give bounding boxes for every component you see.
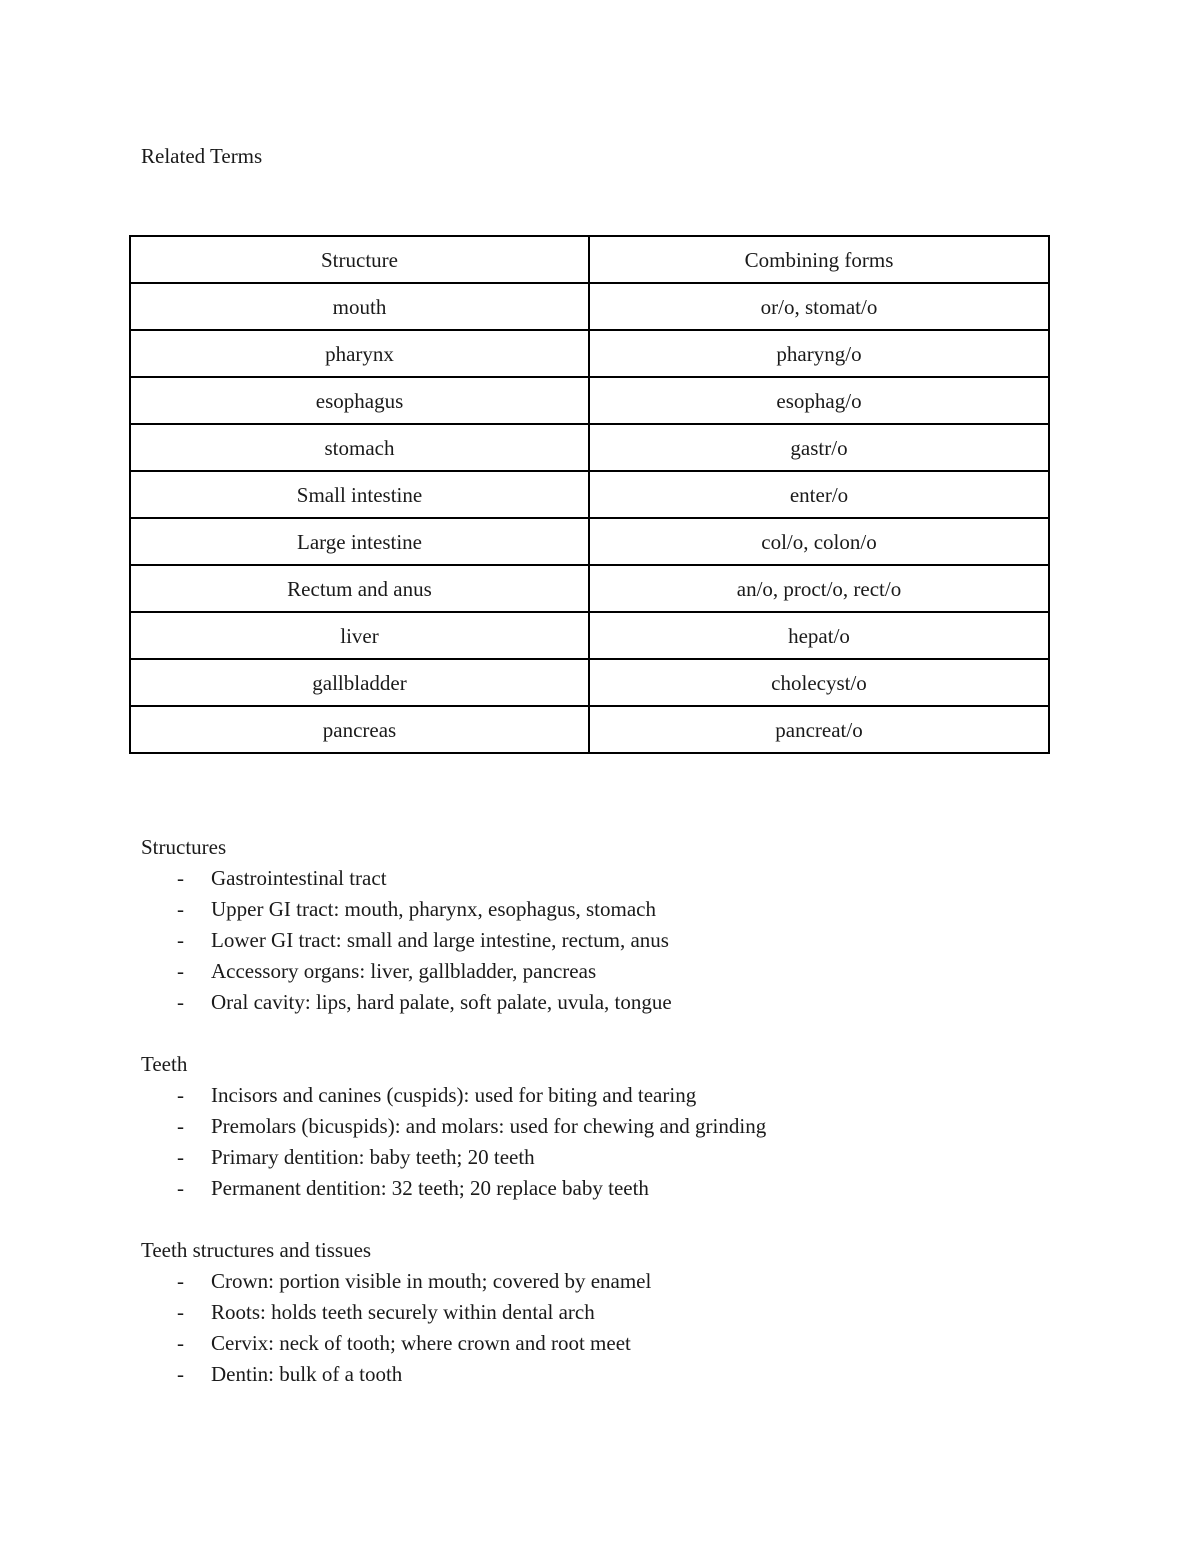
dash-bullet: - bbox=[177, 1176, 184, 1200]
dash-bullet: - bbox=[177, 959, 184, 983]
combining-form-cell: gastr/o bbox=[589, 424, 1049, 471]
list-item bbox=[141, 1297, 651, 1328]
combining-forms-table bbox=[129, 235, 1050, 754]
table-row bbox=[130, 471, 1049, 518]
structure-cell: esophagus bbox=[130, 377, 589, 424]
list-item-text: Lower GI tract: small and large intestine, rectum, anus bbox=[211, 928, 669, 952]
combining-form-cell: esophag/o bbox=[589, 377, 1049, 424]
table-row bbox=[130, 612, 1049, 659]
list-item bbox=[141, 1080, 766, 1111]
combining-form-cell: or/o, stomat/o bbox=[589, 283, 1049, 330]
combining-form-cell: an/o, proct/o, rect/o bbox=[589, 565, 1049, 612]
list-item bbox=[141, 1173, 766, 1204]
list-item-text: Premolars (bicuspids): and molars: used for chewing and grinding bbox=[211, 1114, 767, 1138]
dash-bullet: - bbox=[177, 866, 184, 890]
teeth-list bbox=[141, 1080, 766, 1204]
table-row bbox=[130, 518, 1049, 565]
structures-section bbox=[141, 832, 672, 1018]
list-item-text: Crown: portion visible in mouth; covered by enamel bbox=[211, 1269, 652, 1293]
dash-bullet: - bbox=[177, 1145, 184, 1169]
list-item bbox=[141, 894, 672, 925]
list-item-text: Accessory organs: liver, gallbladder, pancreas bbox=[211, 959, 597, 983]
structure-cell: stomach bbox=[130, 424, 589, 471]
list-item-text: Upper GI tract: mouth, pharynx, esophagus, stomach bbox=[211, 897, 656, 921]
combining-form-cell: hepat/o bbox=[589, 612, 1049, 659]
column-header-combining-forms: Combining forms bbox=[589, 236, 1049, 283]
list-item bbox=[141, 863, 672, 894]
table-header-row bbox=[130, 236, 1049, 283]
dash-bullet: - bbox=[177, 897, 184, 921]
list-item-text: Oral cavity: lips, hard palate, soft palate, uvula, tongue bbox=[211, 990, 672, 1014]
structure-cell: mouth bbox=[130, 283, 589, 330]
table-row bbox=[130, 424, 1049, 471]
dash-bullet: - bbox=[177, 1083, 184, 1107]
list-item bbox=[141, 987, 672, 1018]
table-row bbox=[130, 565, 1049, 612]
table-row bbox=[130, 659, 1049, 706]
structure-cell: Rectum and anus bbox=[130, 565, 589, 612]
list-item-text: Primary dentition: baby teeth; 20 teeth bbox=[211, 1145, 535, 1169]
dash-bullet: - bbox=[177, 1114, 184, 1138]
list-item-text: Dentin: bulk of a tooth bbox=[211, 1362, 403, 1386]
list-item-text: Incisors and canines (cuspids): used for biting and tearing bbox=[211, 1083, 697, 1107]
structure-cell: liver bbox=[130, 612, 589, 659]
table-row bbox=[130, 283, 1049, 330]
section-title-teeth-structures: Teeth structures and tissues bbox=[141, 1238, 372, 1262]
combining-form-cell: pancreat/o bbox=[589, 706, 1049, 753]
column-header-structure: Structure bbox=[130, 236, 589, 283]
teeth-section bbox=[141, 1049, 766, 1204]
structure-cell: Small intestine bbox=[130, 471, 589, 518]
combining-form-cell: cholecyst/o bbox=[589, 659, 1049, 706]
table-row bbox=[130, 706, 1049, 753]
table-row bbox=[130, 330, 1049, 377]
list-item bbox=[141, 1328, 651, 1359]
combining-form-cell: col/o, colon/o bbox=[589, 518, 1049, 565]
list-item bbox=[141, 925, 672, 956]
list-item bbox=[141, 956, 672, 987]
dash-bullet: - bbox=[177, 1331, 184, 1355]
structure-cell: pharynx bbox=[130, 330, 589, 377]
dash-bullet: - bbox=[177, 1362, 184, 1386]
structures-list bbox=[141, 863, 672, 1018]
combining-form-cell: enter/o bbox=[589, 471, 1049, 518]
list-item-text: Gastrointestinal tract bbox=[211, 866, 387, 890]
structure-cell: Large intestine bbox=[130, 518, 589, 565]
list-item bbox=[141, 1111, 766, 1142]
dash-bullet: - bbox=[177, 928, 184, 952]
section-title-teeth: Teeth bbox=[141, 1052, 188, 1076]
dash-bullet: - bbox=[177, 1269, 184, 1293]
list-item bbox=[141, 1359, 651, 1390]
list-item-text: Permanent dentition: 32 teeth; 20 replace baby teeth bbox=[211, 1176, 649, 1200]
structure-cell: gallbladder bbox=[130, 659, 589, 706]
structure-cell: pancreas bbox=[130, 706, 589, 753]
teeth-structures-section bbox=[141, 1235, 651, 1390]
dash-bullet: - bbox=[177, 1300, 184, 1324]
list-item-text: Roots: holds teeth securely within dental arch bbox=[211, 1300, 595, 1324]
list-item-text: Cervix: neck of tooth; where crown and root meet bbox=[211, 1331, 631, 1355]
teeth-structures-list bbox=[141, 1266, 651, 1390]
list-item bbox=[141, 1142, 766, 1173]
dash-bullet: - bbox=[177, 990, 184, 1014]
section-title-structures: Structures bbox=[141, 835, 227, 859]
list-item bbox=[141, 1266, 651, 1297]
page-title: Related Terms bbox=[141, 144, 263, 168]
combining-form-cell: pharyng/o bbox=[589, 330, 1049, 377]
table-row bbox=[130, 377, 1049, 424]
